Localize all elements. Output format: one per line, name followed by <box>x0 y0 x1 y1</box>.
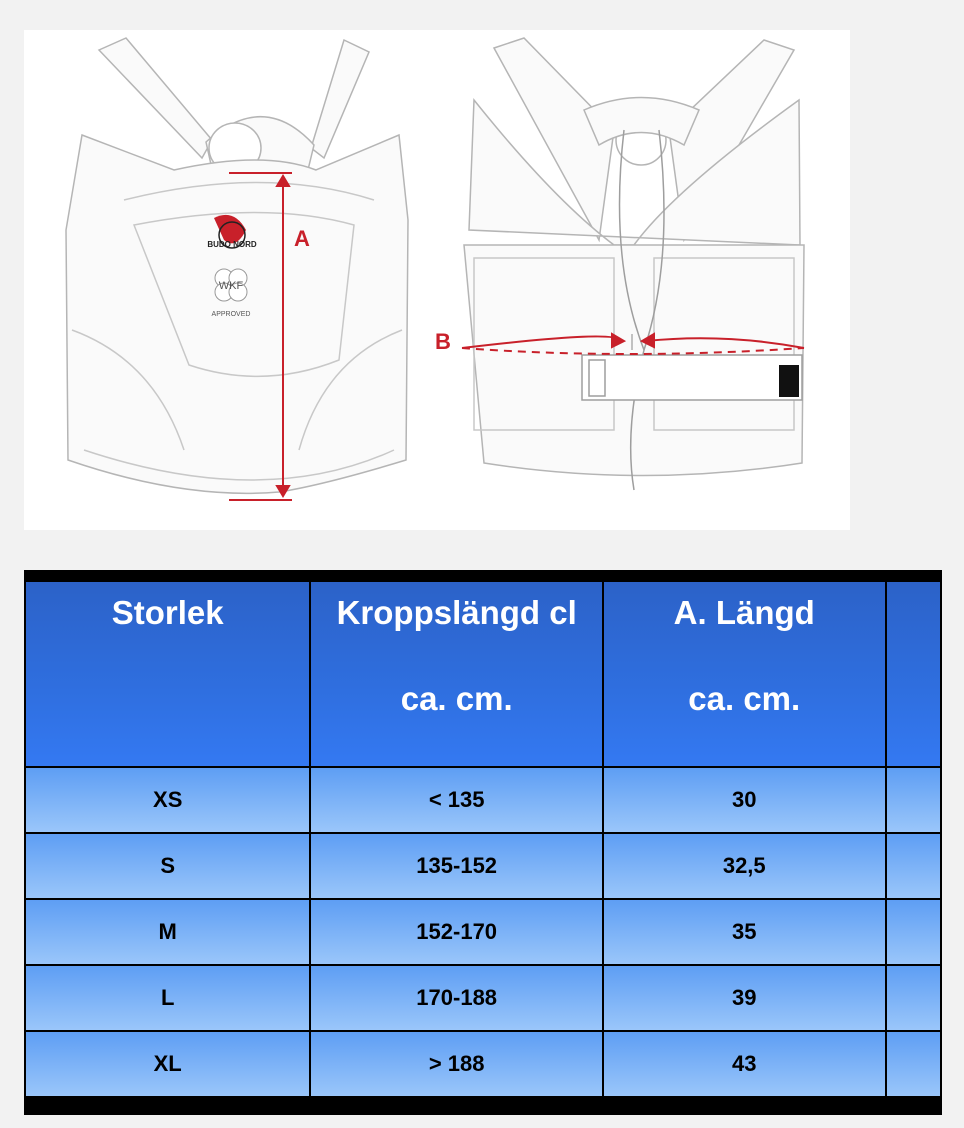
cell-size: L <box>25 965 310 1031</box>
back-logo-tag <box>779 365 799 397</box>
front-view <box>66 38 408 493</box>
header-extra <box>886 581 941 767</box>
wkf-approved-text: APPROVED <box>211 311 251 318</box>
cell-extra <box>886 1031 941 1097</box>
cell-size: XS <box>25 767 310 833</box>
cell-size: S <box>25 833 310 899</box>
wkf-text: WKF <box>218 280 244 292</box>
measure-a-label: A <box>294 226 310 251</box>
cell-body-length: 170-188 <box>310 965 603 1031</box>
cell-a-length: 43 <box>603 1031 886 1097</box>
cell-extra <box>886 833 941 899</box>
header-size: Storlek <box>25 581 310 767</box>
back-view <box>464 38 804 490</box>
cell-body-length: 152-170 <box>310 899 603 965</box>
cell-extra <box>886 899 941 965</box>
cell-size: XL <box>25 1031 310 1097</box>
cell-extra <box>886 965 941 1031</box>
size-table-header <box>25 581 941 767</box>
cell-extra <box>886 767 941 833</box>
header-body-length: Kroppslängd cl ca. cm. <box>310 581 603 767</box>
cell-body-length: < 135 <box>310 767 603 833</box>
cell-a-length: 30 <box>603 767 886 833</box>
table-row <box>25 965 941 1031</box>
table-row <box>25 767 941 833</box>
product-diagram <box>24 30 850 530</box>
cell-a-length: 39 <box>603 965 886 1031</box>
header-a-length: A. Längd ca. cm. <box>603 581 886 767</box>
size-chart <box>24 570 942 1115</box>
cell-size: M <box>25 899 310 965</box>
chest-guard-illustration <box>24 30 850 530</box>
cell-a-length: 32,5 <box>603 833 886 899</box>
cell-body-length: > 188 <box>310 1031 603 1097</box>
wkf-badge <box>212 269 251 318</box>
cell-body-length: 135-152 <box>310 833 603 899</box>
table-row <box>25 899 941 965</box>
brand-logo-text: BUDO NORD <box>207 240 257 249</box>
size-table <box>24 580 942 1098</box>
table-row <box>25 833 941 899</box>
cell-a-length: 35 <box>603 899 886 965</box>
table-row <box>25 1031 941 1097</box>
measure-b-label: B <box>435 329 451 354</box>
